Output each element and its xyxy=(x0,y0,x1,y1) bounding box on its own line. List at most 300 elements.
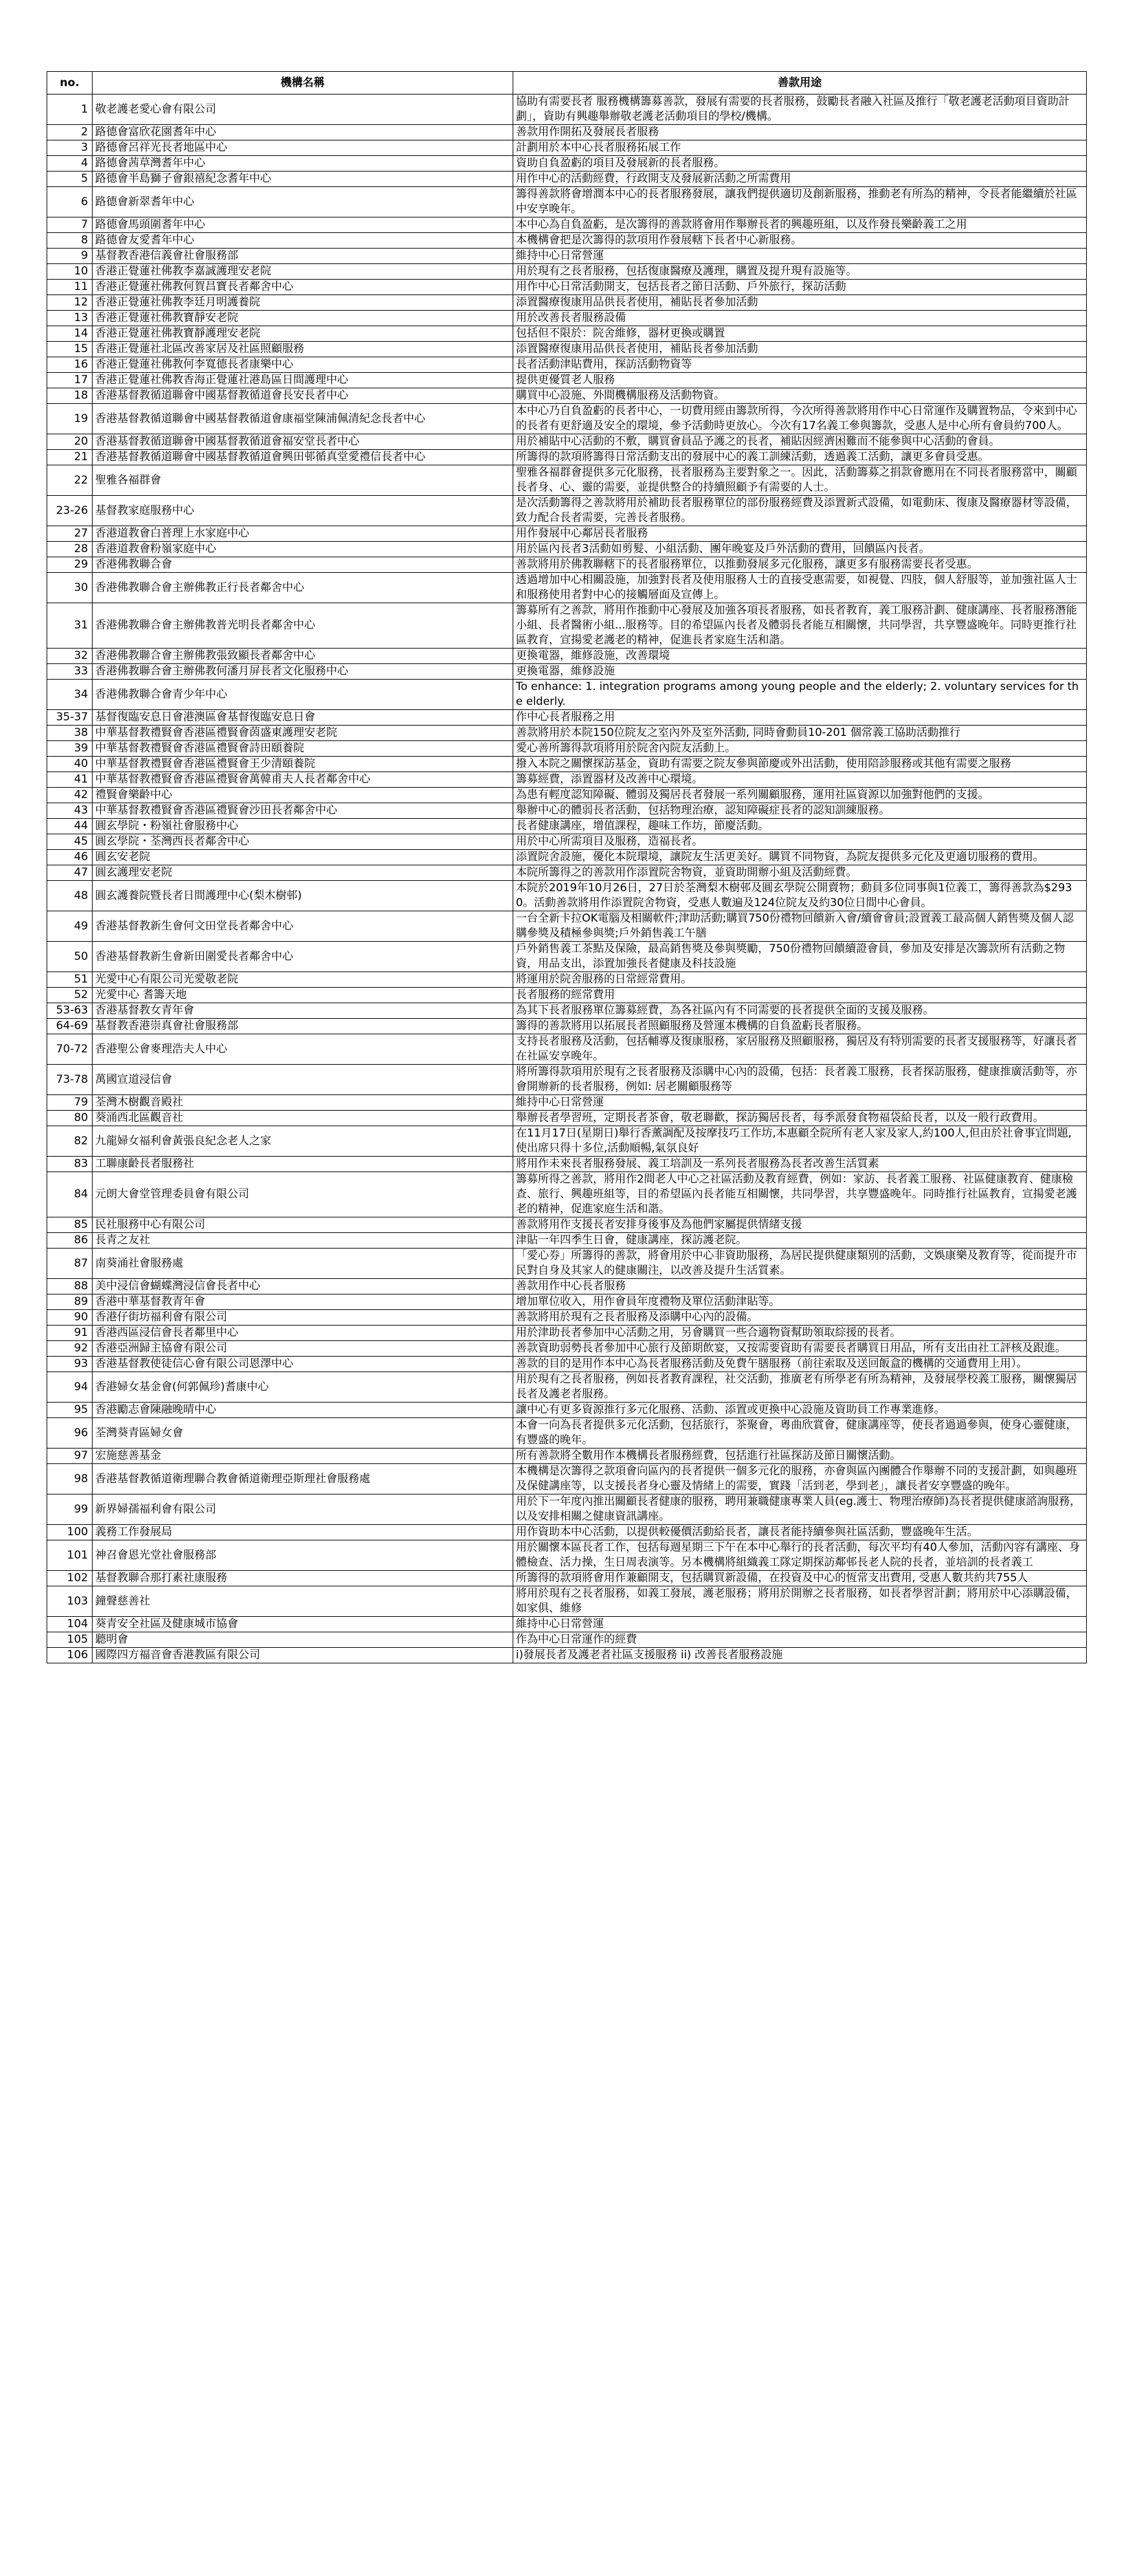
row-number: 40 xyxy=(47,757,93,772)
organisation-name: 葵青安全社區及健康城市協會 xyxy=(93,1617,513,1632)
organisation-name: 香港佛教聯合會 xyxy=(93,557,513,573)
row-number: 80 xyxy=(47,1111,93,1126)
donation-use: 包括但不限於：院舍維修，器材更換或購置 xyxy=(513,326,1087,342)
header-no: no. xyxy=(47,72,93,94)
organisation-name: 聽明會 xyxy=(93,1632,513,1648)
row-number: 11 xyxy=(47,280,93,295)
organisation-name: 中華基督教禮賢會香港區禮賢會沙田長者鄰舍中心 xyxy=(93,803,513,819)
row-number: 85 xyxy=(47,1217,93,1233)
organisation-name: 香港基督教循道聯會中國基督教循道會興田邨循真堂愛禮信長者中心 xyxy=(93,450,513,465)
row-number: 29 xyxy=(47,557,93,573)
row-number: 45 xyxy=(47,834,93,850)
organisation-name: 基督教聯合那打素社康服務 xyxy=(93,1571,513,1586)
donation-use: 籌募所得之善款，將用作2間老人中心之社區活動及教育經費，例如：家訪、長者義工服務、社區健康教育、健康檢查、旅行、興趣班組等，目的希望區內長者能互相關懷，共同學習，共享豐盛晚年。同時推行社區教育，宣揚愛老護老的精神，促進家庭生活和諧。 xyxy=(513,1172,1087,1217)
organisation-name: 圓玄護養院暨長者日間護理中心(梨木樹邨) xyxy=(93,881,513,911)
table-row xyxy=(47,217,1087,233)
table-row xyxy=(47,881,1087,911)
row-number: 39 xyxy=(47,741,93,757)
row-number: 44 xyxy=(47,819,93,834)
table-row xyxy=(47,1157,1087,1172)
row-number: 105 xyxy=(47,1632,93,1648)
donation-use: 善款用作中心長者服務 xyxy=(513,1279,1087,1294)
donation-use: 本機構會把是次籌得的款項用作發展轄下長者中心新服務。 xyxy=(513,233,1087,249)
organisation-name: 香港佛教聯合會主辦佛教何潘月屏長者文化服務中心 xyxy=(93,664,513,680)
donation-use: 「愛心券」所籌得的善款，將會用於中心非資助服務，為居民提供健康類別的活動，文娛康樂及教育等，從而提升市民對自身及其家人的健康關注，以改善及提升生活質素。 xyxy=(513,1249,1087,1279)
organisation-name: 中華基督教禮賢會香港區禮賢會茵盛東護理安老院 xyxy=(93,726,513,741)
row-number: 10 xyxy=(47,264,93,280)
row-number: 5 xyxy=(47,172,93,187)
row-number: 30 xyxy=(47,573,93,603)
table-row xyxy=(47,172,1087,187)
table-row xyxy=(47,1095,1087,1111)
row-number: 51 xyxy=(47,972,93,988)
row-number: 22 xyxy=(47,465,93,496)
organisation-name: 香港道教會白普理上水家庭中心 xyxy=(93,526,513,542)
table-row xyxy=(47,1357,1087,1372)
row-number: 106 xyxy=(47,1648,93,1663)
row-number: 7 xyxy=(47,217,93,233)
organisation-name: 中華基督教禮賢會香港區禮賢會萬韓甫夫人長者鄰舍中心 xyxy=(93,772,513,788)
table-row xyxy=(47,1525,1087,1540)
row-number: 20 xyxy=(47,434,93,450)
organisation-name: 路德會茜草灣耆年中心 xyxy=(93,156,513,172)
donation-use: 聖雅各福群會提供多元化服務，長者服務為主要對象之一。因此，活動籌募之捐款會應用在不同長者服務當中，關顧長者身、心、靈的需要，並提供整合的持續照顧予有需要的人士。 xyxy=(513,465,1087,496)
table-row xyxy=(47,1464,1087,1494)
header-donation-use: 善款用途 xyxy=(513,72,1087,94)
donation-use: 添置醫療復康用品供長者使用，補貼長者參加活動 xyxy=(513,342,1087,357)
donation-use: 用於津助長者參加中心活動之用，另會購買一些合適物資幫助領取綜援的長者。 xyxy=(513,1326,1087,1341)
organisation-name: 香港正覺蓮社佛教寶靜護理安老院 xyxy=(93,326,513,342)
table-row xyxy=(47,280,1087,295)
table-row xyxy=(47,249,1087,264)
donation-use: 用於補貼中心活動的不敷，購買會員品予護之的長者，補貼因經濟困難而不能參與中心活動的會員。 xyxy=(513,434,1087,450)
table-row xyxy=(47,156,1087,172)
table-row xyxy=(47,1648,1087,1663)
donation-use: 維持中心日常營運 xyxy=(513,1617,1087,1632)
donation-use: 透過增加中心相關設施，加強對長者及使用服務人士的直接受惠需要，如視覺、四肢，個人舒服等，並加強社區人士和服務使用者對中心的接觸層面及宣傳上。 xyxy=(513,573,1087,603)
table-row xyxy=(47,233,1087,249)
table-row xyxy=(47,140,1087,156)
table-row xyxy=(47,865,1087,881)
row-number: 4 xyxy=(47,156,93,172)
table-row xyxy=(47,1279,1087,1294)
table-row xyxy=(47,850,1087,865)
table-row xyxy=(47,357,1087,373)
table-row xyxy=(47,1065,1087,1095)
donation-use: 籌得的善款將用以拓展長者照顧服務及營運本機構的自負盈虧長者服務。 xyxy=(513,1019,1087,1034)
table-row xyxy=(47,741,1087,757)
organisation-name: 香港基督教循道聯會中國基督教循道會長安長者中心 xyxy=(93,388,513,404)
donation-use: 所有善款將全數用作本機構長者服務經費，包括進行社區探訪及節日關懷活動。 xyxy=(513,1449,1087,1464)
organisation-name: 元朗大會堂管理委員會有限公司 xyxy=(93,1172,513,1217)
table-row xyxy=(47,1111,1087,1126)
table-row xyxy=(47,942,1087,972)
row-number: 19 xyxy=(47,404,93,434)
row-number: 3 xyxy=(47,140,93,156)
row-number: 49 xyxy=(47,911,93,942)
organisation-name: 基督教家庭服務中心 xyxy=(93,496,513,526)
table-row xyxy=(47,311,1087,326)
donation-use: 維持中心日常營運 xyxy=(513,1095,1087,1111)
table-row xyxy=(47,1403,1087,1418)
table-row xyxy=(47,94,1087,125)
donation-use: 長者健康講座，增值課程，趣味工作坊，節慶活動。 xyxy=(513,819,1087,834)
organisation-name: 路德會新翠耆年中心 xyxy=(93,187,513,217)
row-number: 93 xyxy=(47,1357,93,1372)
donation-use: 用於下一年度內推出關顧長者健康的服務，聘用兼職健康專業人員(eg.護士、物理治療師)為長者提供健康諮詢服務，以及安排相關之健康資訊講座。 xyxy=(513,1494,1087,1525)
row-number: 33 xyxy=(47,664,93,680)
organisation-name: 香港正覺蓮社佛教李嘉誠護理安老院 xyxy=(93,264,513,280)
row-number: 104 xyxy=(47,1617,93,1632)
row-number: 6 xyxy=(47,187,93,217)
row-number: 17 xyxy=(47,373,93,388)
organisation-name: 新界婦孺福利會有限公司 xyxy=(93,1494,513,1525)
organisation-name: 民社服務中心有限公司 xyxy=(93,1217,513,1233)
row-number: 97 xyxy=(47,1449,93,1464)
row-number: 28 xyxy=(47,542,93,557)
row-number: 13 xyxy=(47,311,93,326)
row-number: 34 xyxy=(47,680,93,710)
organisation-name: 香港基督教新生會何文田堂長者鄰舍中心 xyxy=(93,911,513,942)
row-number: 88 xyxy=(47,1279,93,1294)
table-row xyxy=(47,834,1087,850)
row-number: 2 xyxy=(47,125,93,140)
organisation-name: 香港勵志會陳融晚晴中心 xyxy=(93,1403,513,1418)
table-row xyxy=(47,1372,1087,1403)
organisation-name: 香港佛教聯合會青少年中心 xyxy=(93,680,513,710)
donation-use: 本會一向為長者提供多元化活動，包括旅行，茶聚會，粵曲欣賞會，健康講座等，使長者過過參與，使身心靈健康，有豐盛的晚年。 xyxy=(513,1418,1087,1449)
table-row xyxy=(47,326,1087,342)
table-row xyxy=(47,434,1087,450)
table-row xyxy=(47,680,1087,710)
table-row xyxy=(47,788,1087,803)
organisation-name: 路德會呂祥光長者地區中心 xyxy=(93,140,513,156)
row-number: 87 xyxy=(47,1249,93,1279)
table-header-row xyxy=(47,72,1087,94)
donation-use: 所籌得的款項將會用作兼顧開支，包括購買新設備，在投資及中心的恆常支出費用, 受惠人數共約共755人 xyxy=(513,1571,1087,1586)
table-row xyxy=(47,404,1087,434)
row-number: 31 xyxy=(47,603,93,649)
row-number: 99 xyxy=(47,1494,93,1525)
table-row xyxy=(47,557,1087,573)
organisation-name: 香港正覺蓮社佛教香海正覺蓮社港島區日間護理中心 xyxy=(93,373,513,388)
donation-use: 是次活動籌得之善款將用於補助長者服務單位的部份服務經費及添置新式設備，如電動床、復康及醫療器材等設備，致力配合長者需要，完善長者服務。 xyxy=(513,496,1087,526)
table-row xyxy=(47,450,1087,465)
table-row xyxy=(47,1294,1087,1310)
donation-use: 將用作未來長者服務發展、義工培訓及一系列長者服務為長者改善生活質素 xyxy=(513,1157,1087,1172)
organisation-name: 美中浸信會蝴蝶灣浸信會長者中心 xyxy=(93,1279,513,1294)
donation-use: 本院所籌得之的善款用作添置院舍物資，並資助開辦小組及活動經費。 xyxy=(513,865,1087,881)
organisation-name: 香港正覺蓮社佛教何李寬德長者康樂中心 xyxy=(93,357,513,373)
table-row xyxy=(47,803,1087,819)
table-row xyxy=(47,1449,1087,1464)
organisation-name: 圓玄學院・荃灣西長者鄰舍中心 xyxy=(93,834,513,850)
row-number: 16 xyxy=(47,357,93,373)
table-row xyxy=(47,342,1087,357)
donation-use: 舉辦中心的體弱長者活動，包括物理治療，認知障礙症長者的認知訓練服務。 xyxy=(513,803,1087,819)
row-number: 18 xyxy=(47,388,93,404)
row-number: 84 xyxy=(47,1172,93,1217)
donation-use: 用作發展中心鄰居長者服務 xyxy=(513,526,1087,542)
donation-use: 善款用作開拓及發展長者服務 xyxy=(513,125,1087,140)
row-number: 8 xyxy=(47,233,93,249)
donation-use: 維持中心日常營運 xyxy=(513,249,1087,264)
donation-use: 舉辦長者學習班，定期長者茶會，敬老聯歡，探訪獨居長者，每季派發食物福袋給長者，以及一般行政費用。 xyxy=(513,1111,1087,1126)
donation-use: 撥入本院之關懷探訪基金，資助有需要之院友參與節慶或外出活動，使用陪診服務或其他有需要之服務 xyxy=(513,757,1087,772)
donation-use: 善款將用於現有之長者服務及添購中心內的設備。 xyxy=(513,1310,1087,1326)
table-row xyxy=(47,1172,1087,1217)
row-number: 46 xyxy=(47,850,93,865)
row-number: 21 xyxy=(47,450,93,465)
organisation-name: 九龍婦女福利會黃張良紀念老人之家 xyxy=(93,1126,513,1157)
table-row xyxy=(47,125,1087,140)
table-row xyxy=(47,757,1087,772)
donation-use: 善款將用於本院150位院友之室內外及室外活動, 同時會動員10-201 個常義工協助活動推行 xyxy=(513,726,1087,741)
table-row xyxy=(47,1586,1087,1617)
header-organisation: 機構名稱 xyxy=(93,72,513,94)
organisation-name: 荃灣木樹觀音殿社 xyxy=(93,1095,513,1111)
donation-use: 長者服務的經常費用 xyxy=(513,988,1087,1003)
table-row xyxy=(47,1003,1087,1019)
document xyxy=(47,71,1086,1663)
organisation-name: 香港佛教聯合會主辦佛教正行長者鄰舍中心 xyxy=(93,573,513,603)
table-row xyxy=(47,1019,1087,1034)
donation-use: 增加單位收入，用作會員年度禮物及單位活動津貼等。 xyxy=(513,1294,1087,1310)
row-number: 94 xyxy=(47,1372,93,1403)
organisation-name: 圓玄學院・粉嶺社會服務中心 xyxy=(93,819,513,834)
organisation-name: 光愛中心有限公司光愛敬老院 xyxy=(93,972,513,988)
organisation-name: 香港基督教循道聯會中國基督教循道會康福堂陳浦佩清紀念長者中心 xyxy=(93,404,513,434)
row-number: 47 xyxy=(47,865,93,881)
donation-use: 用於中心所需項目及服務，造福長者。 xyxy=(513,834,1087,850)
row-number: 35-37 xyxy=(47,710,93,726)
table-row xyxy=(47,603,1087,649)
donation-use: 更換電器，維修設施 xyxy=(513,664,1087,680)
table-row xyxy=(47,1494,1087,1525)
table-row xyxy=(47,664,1087,680)
row-number: 12 xyxy=(47,295,93,311)
row-number: 23-26 xyxy=(47,496,93,526)
organisation-name: 路德會富欣花園耆年中心 xyxy=(93,125,513,140)
row-number: 50 xyxy=(47,942,93,972)
row-number: 1 xyxy=(47,94,93,125)
row-number: 15 xyxy=(47,342,93,357)
table-row xyxy=(47,988,1087,1003)
row-number: 95 xyxy=(47,1403,93,1418)
table-row xyxy=(47,1540,1087,1571)
row-number: 92 xyxy=(47,1341,93,1357)
organisation-name: 宏施慈善基金 xyxy=(93,1449,513,1464)
table-row xyxy=(47,911,1087,942)
donation-use: 將運用於院舍服務的日常經常費用。 xyxy=(513,972,1087,988)
row-number: 79 xyxy=(47,1095,93,1111)
row-number: 48 xyxy=(47,881,93,911)
organisation-name: 路德會馬頭圍耆年中心 xyxy=(93,217,513,233)
organisation-name: 光愛中心 耆籌天地 xyxy=(93,988,513,1003)
donation-use: 添置院舍設施，優化本院環境，讓院友生活更美好。購買不同物資，為院友提供多元化及更適切服務的費用。 xyxy=(513,850,1087,865)
organisation-name: 香港仔街坊福利會有限公司 xyxy=(93,1310,513,1326)
organisation-name: 路德會友愛耆年中心 xyxy=(93,233,513,249)
table-row xyxy=(47,1632,1087,1648)
organisation-name: 基督教香港信義會社會服務部 xyxy=(93,249,513,264)
table-row xyxy=(47,1326,1087,1341)
organisation-name: 香港正覺蓮社佛教李廷月明護養院 xyxy=(93,295,513,311)
donation-use: 用於現有之長者服務，例如長者教育課程，社交活動，推廣老有所學老有所為精神，及發展學校義工服務，關懷獨居長者及護老者服務。 xyxy=(513,1372,1087,1403)
donation-use: 用於區內長者3活動如剪髮、小組活動、團年晚宴及戶外活動的費用，回饋區內長者。 xyxy=(513,542,1087,557)
organisation-name: 圓玄安老院 xyxy=(93,850,513,865)
table-row xyxy=(47,1233,1087,1249)
organisation-name: 長青之友社 xyxy=(93,1233,513,1249)
organisation-name: 荃灣葵青區婦女會 xyxy=(93,1418,513,1449)
row-number: 96 xyxy=(47,1418,93,1449)
organisation-name: 香港正覺蓮社北區改善家居及社區照顧服務 xyxy=(93,342,513,357)
donation-use: 將用於現有之長者服務，如義工發展，護老服務；將用於開辦之長者服務，如長者學習計劃；將用於中心添購設備，如家俱、維修 xyxy=(513,1586,1087,1617)
organisation-name: 圓玄護理安老院 xyxy=(93,865,513,881)
organisation-name: 聖雅各福群會 xyxy=(93,465,513,496)
table-row xyxy=(47,187,1087,217)
organisation-name: 敬老護老愛心會有限公司 xyxy=(93,94,513,125)
table-row xyxy=(47,264,1087,280)
organisation-name: 香港正覺蓮社佛教寶靜安老院 xyxy=(93,311,513,326)
donation-use: 為患有輕度認知障礙、體弱及獨居長者發展一系列關顧服務，運用社區資源以加強對他們的支援。 xyxy=(513,788,1087,803)
row-number: 70-72 xyxy=(47,1034,93,1065)
row-number: 101 xyxy=(47,1540,93,1571)
donation-use: 善款將用作支援長者安排身後事及為他們家屬提供情緒支援 xyxy=(513,1217,1087,1233)
table-row xyxy=(47,526,1087,542)
organisation-name: 路德會半島獅子會銀禧紀念耆年中心 xyxy=(93,172,513,187)
donation-use: 資助自負盈虧的項目及發展新的長者服務。 xyxy=(513,156,1087,172)
organisation-name: 香港道教會粉嶺家庭中心 xyxy=(93,542,513,557)
donation-use: 將所籌得款項用於現有之長者服務及添購中心內的設備，包括：長者義工服務，長者探訪服務，健康推廣活動等，亦會開辦新的長者服務，例如: 居老關顧服務等 xyxy=(513,1065,1087,1095)
donation-use: 用作中心的活動經費，行政開支及發展新活動之所需費用 xyxy=(513,172,1087,187)
table-row xyxy=(47,1126,1087,1157)
row-number: 42 xyxy=(47,788,93,803)
donation-use: 更換電器，維修設施，改善環境 xyxy=(513,649,1087,664)
organisation-name: 香港基督教女青年會 xyxy=(93,1003,513,1019)
organisation-name: 基督教香港崇真會社會服務部 xyxy=(93,1019,513,1034)
donation-use: 長者活動津貼費用，探訪活動物資等 xyxy=(513,357,1087,373)
organisation-name: 國際四方福音會香港教區有限公司 xyxy=(93,1648,513,1663)
row-number: 83 xyxy=(47,1157,93,1172)
table-row xyxy=(47,1249,1087,1279)
table-row xyxy=(47,972,1087,988)
row-number: 53-63 xyxy=(47,1003,93,1019)
organisation-name: 萬國宣道浸信會 xyxy=(93,1065,513,1095)
donation-use: 用於改善長者服務設備 xyxy=(513,311,1087,326)
organisation-name: 香港婦女基金會(何郭佩珍)耆康中心 xyxy=(93,1372,513,1403)
row-number: 41 xyxy=(47,772,93,788)
table-row xyxy=(47,726,1087,741)
donation-use: 支持長者服務及活動，包括輔導及復康服務，家居服務及照顧服務，獨居及有特別需要的長者支援服務等，好讓長者在社區安享晚年。 xyxy=(513,1034,1087,1065)
table-row xyxy=(47,373,1087,388)
row-number: 73-78 xyxy=(47,1065,93,1095)
donation-use: 愛心善所籌得款項將用於院舍內院友活動上。 xyxy=(513,741,1087,757)
donation-use: 作中心長者服務之用 xyxy=(513,710,1087,726)
table-row xyxy=(47,819,1087,834)
row-number: 9 xyxy=(47,249,93,264)
organisation-name: 香港正覺蓮社佛教何賀昌寶長者鄰舍中心 xyxy=(93,280,513,295)
organisation-name: 義務工作發展局 xyxy=(93,1525,513,1540)
row-number: 82 xyxy=(47,1126,93,1157)
row-number: 52 xyxy=(47,988,93,1003)
donation-use: 善款資助弱勢長者參加中心旅行及節期飲宴，又按需要資助有需要長者購買日用品，所有支出由社工評核及跟進。 xyxy=(513,1341,1087,1357)
row-number: 102 xyxy=(47,1571,93,1586)
organisation-name: 南葵涌社會服務處 xyxy=(93,1249,513,1279)
row-number: 90 xyxy=(47,1310,93,1326)
organisation-name: 香港聖公會麥理浩夫人中心 xyxy=(93,1034,513,1065)
row-number: 100 xyxy=(47,1525,93,1540)
table-row xyxy=(47,710,1087,726)
row-number: 98 xyxy=(47,1464,93,1494)
organisation-name: 基督復臨安息日會港澳區會基督復臨安息日會 xyxy=(93,710,513,726)
donation-use: 籌募所有之善款，將用作推動中心發展及加強各項長者服務，如長者教育，義工服務計劃、健康講座、長者服務潛能小組、長者醫術小組...服務等。目的希望區內長者及體弱長者能互相關懷，共同學習，共享豐盛晚年。同時更推行社區教育，宣揚愛老護老的精神，促進長者家庭生活和諧。 xyxy=(513,603,1087,649)
table-row xyxy=(47,1034,1087,1065)
organisation-name: 香港西區浸信會長者鄰里中心 xyxy=(93,1326,513,1341)
row-number: 64-69 xyxy=(47,1019,93,1034)
table-row xyxy=(47,573,1087,603)
table-row xyxy=(47,496,1087,526)
table-row xyxy=(47,1341,1087,1357)
organisation-name: 禮賢會樂齡中心 xyxy=(93,788,513,803)
table-row xyxy=(47,649,1087,664)
donation-use: i)發展長者及護老者社區支援服務 ii) 改善長者服務設施 xyxy=(513,1648,1087,1663)
donation-use: 一台全新卡拉OK電腦及相關軟件;津助活動;購買750份禮物回饋新入會/續會會員;設置義工最高個人銷售獎及個人認購參獎及積極參與獎;戶外銷售義工午膳 xyxy=(513,911,1087,942)
organisation-name: 香港基督教使徒信心會有限公司恩澤中心 xyxy=(93,1357,513,1372)
row-number: 38 xyxy=(47,726,93,741)
table-row xyxy=(47,295,1087,311)
organisation-name: 香港佛教聯合會主辦佛教普光明長者鄰舍中心 xyxy=(93,603,513,649)
organisation-name: 中華基督教禮賢會香港區禮賢會詩田頤養院 xyxy=(93,741,513,757)
donation-use: 讓中心有更多資源推行多元化服務、活動、添置或更換中心設施及資助員工作專業進修。 xyxy=(513,1403,1087,1418)
table-row xyxy=(47,1217,1087,1233)
donation-use: To enhance: 1. integration programs among young people and the elderly; 2. voluntary services for the elderly. xyxy=(513,680,1087,710)
table-row xyxy=(47,542,1087,557)
row-number: 43 xyxy=(47,803,93,819)
donation-use: 善款將用於佛教聯轄下的長者服務單位，以推動發展多元化服務，讓更多有服務需要長者受惠。 xyxy=(513,557,1087,573)
organisation-name: 香港基督教新生會新田圍愛長者鄰舍中心 xyxy=(93,942,513,972)
donation-use: 本中心為自負盈虧，是次籌得的善款將會用作舉辦長者的興趣班組，以及作發長樂齡義工之用 xyxy=(513,217,1087,233)
row-number: 14 xyxy=(47,326,93,342)
donation-use: 善款的目的是用作本中心為長者服務活動及免費午膳服務（前往索取及送回飯盒的機構的交通費用上用）。 xyxy=(513,1357,1087,1372)
donation-use: 作為中心日常運作的經費 xyxy=(513,1632,1087,1648)
row-number: 89 xyxy=(47,1294,93,1310)
donation-use: 添置醫療復康用品供長者使用，補貼長者參加活動 xyxy=(513,295,1087,311)
organisation-name: 香港佛教聯合會主辦佛教張致顯長者鄰舍中心 xyxy=(93,649,513,664)
row-number: 32 xyxy=(47,649,93,664)
donation-use: 用作中心日常活動開支，包括長者之節日活動、戶外旅行，探訪活動 xyxy=(513,280,1087,295)
organisation-name: 香港基督教循道衛理聯合教會循道衛理亞斯理社會服務處 xyxy=(93,1464,513,1494)
donation-use: 本院於2019年10月26日，27日於荃灣梨木樹邨及圓玄學院公開賣物；動員多位同事與1位義工，籌得善款為$2930。活動善款將用作添置院舍物資，受惠人數遍及124位院友及約30位日間中心會員。 xyxy=(513,881,1087,911)
donation-use: 本中心乃自負盈虧的長者中心，一切費用經由籌款所得，今次所得善款將用作中心日常運作及購置物品，令來到中心的長者有更舒適及安全的環境，參予活動時更放心。今次有17名義工參與籌款，受惠人是中心所有會員約700人。 xyxy=(513,404,1087,434)
organisation-name: 葵涌西北區觀音社 xyxy=(93,1111,513,1126)
table-row xyxy=(47,1617,1087,1632)
table-row xyxy=(47,1571,1087,1586)
donation-use: 津貼一年四季生日會，健康講座，探訪護老院。 xyxy=(513,1233,1087,1249)
table-row xyxy=(47,1418,1087,1449)
row-number: 91 xyxy=(47,1326,93,1341)
donation-use: 用於關懷本區長者工作，包括每週星期三下午在本中心舉行的長者活動，每次平均有40人參加，活動內容有講座、身體檢查、活力操，生日周表演等。另本機構將組織義工隊定期探訪鄰邨長老人院的長者，並培訓的長者義工 xyxy=(513,1540,1087,1571)
donation-use: 計劃用於本中心長者服務拓展工作 xyxy=(513,140,1087,156)
donation-use: 用作資助本中心活動，以提供較優價活動給長者，讓長者能持續參與社區活動，豐盛晚年生活。 xyxy=(513,1525,1087,1540)
donation-use: 用於現有之長者服務，包括復康醫療及護理，購置及提升現有設施等。 xyxy=(513,264,1087,280)
donation-use: 為其下長者服務單位籌募經費，為各社區內有不同需要的長者提供全面的支援及服務。 xyxy=(513,1003,1087,1019)
organisation-name: 中華基督教禮賢會香港區禮賢會王少清頤養院 xyxy=(93,757,513,772)
donation-use: 籌募經費，添置器材及改善中心環境。 xyxy=(513,772,1087,788)
organisation-name: 鐘聲慈善社 xyxy=(93,1586,513,1617)
organisation-name: 神召會恩光堂社會服務部 xyxy=(93,1540,513,1571)
donation-use: 提供更優質老人服務 xyxy=(513,373,1087,388)
organisation-name: 工聯康齡長者服務社 xyxy=(93,1157,513,1172)
